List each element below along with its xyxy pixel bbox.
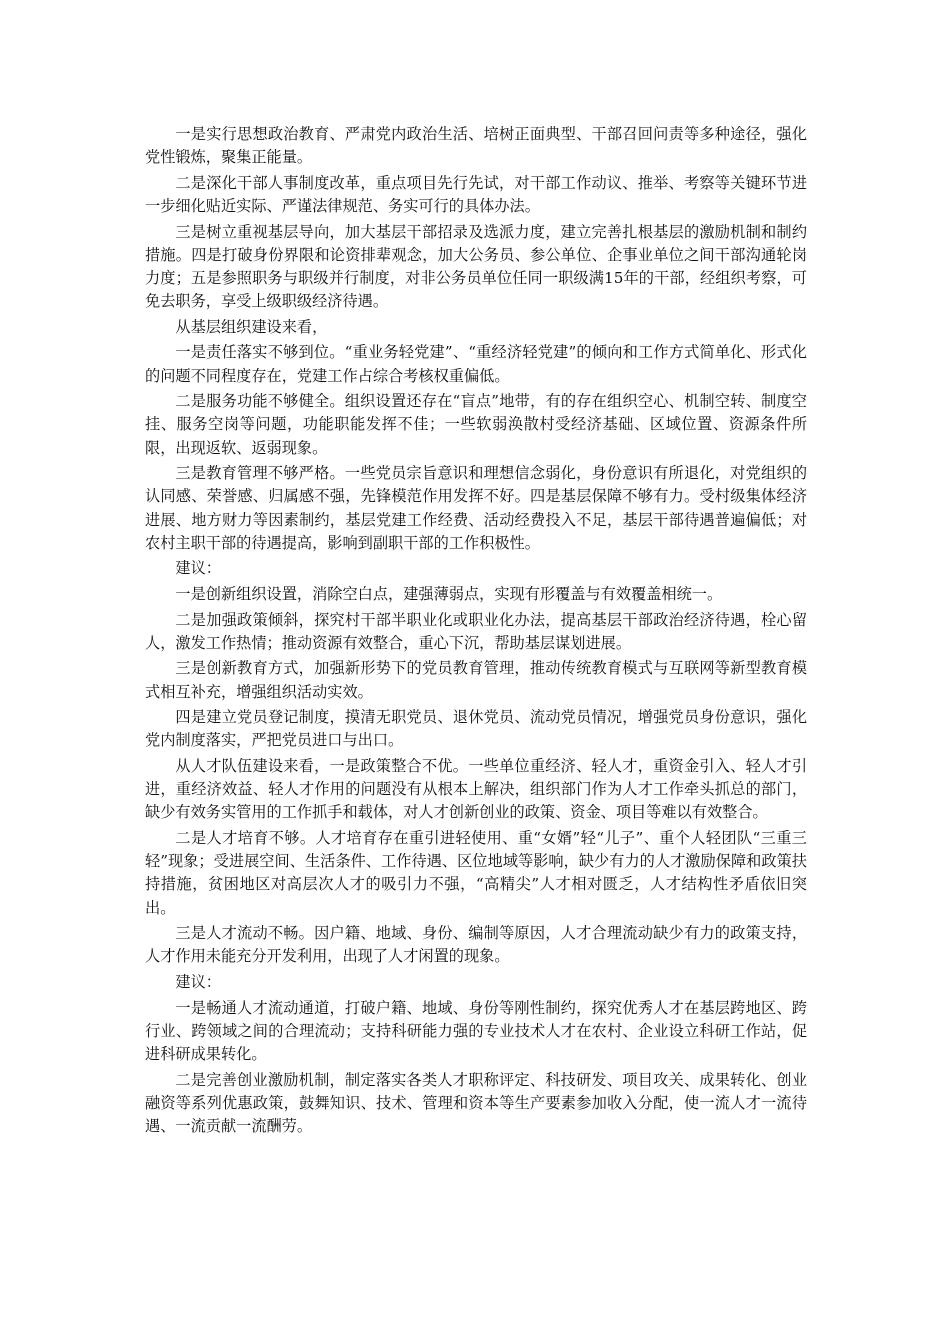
paragraph: 三是创新教育方式，加强新形势下的党员教育管理，推动传统教育模式与互联网等新型教育模式相互补充，增强组织活动实效。 — [145, 659, 807, 701]
suggestion-heading: 建议： — [175, 972, 221, 991]
paragraph: 三是教育管理不够严格。一些党员宗旨意识和理想信念弱化，身份意识有所退化，对党组织的认同感、荣誉感、归属感不强，先锋模范作用发挥不好。四是基层保障不够有力。受村级集体经济进展、地方财力等因素制约，基层党建工作经费、活动经费投入不足，基层干部待遇普遍偏低；对农村主职干部的待遇提高，影响到副职干部的工作积极性。 — [145, 464, 807, 552]
paragraph: 二是完善创业激励机制，制定落实各类人才职称评定、科技研发、项目攻关、成果转化、创业融资等系列优惠政策，鼓舞知识、技术、管理和资本等生产要素参加收入分配，使一流人才一流待遇、一流贡献一流酬劳。 — [145, 1070, 807, 1135]
paragraph: 二是深化干部人事制度改革，重点项目先行先试，对干部工作动议、推举、考察等关键环节进一步细化贴近实际、严谨法律规范、务实可行的具体办法。 — [145, 173, 807, 215]
paragraph: 二是服务功能不够健全。组织设置还存在“盲点”地带，有的存在组织空心、机制空转、制度空挂、服务空岗等问题，功能职能发挥不佳；一些软弱涣散村受经济基础、区域位置、资源条件所限，出现返软、返弱现象。 — [145, 392, 807, 457]
paragraph: 一是实行思想政治教育、严肃党内政治生活、培树正面典型、干部召回问责等多种途径，强化党性锻炼，聚集正能量。 — [145, 125, 807, 167]
document-body — [145, 123, 807, 1141]
section-heading: 从基层组织建设来看， — [175, 317, 328, 336]
paragraph: 一是畅通人才流动通道，打破户籍、地域、身份等刚性制约，探究优秀人才在基层跨地区、跨行业、跨领域之间的合理流动；支持科研能力强的专业技术人才在农村、企业设立科研工作站，促进科研成果转化。 — [145, 998, 807, 1063]
paragraph: 三是树立重视基层导向，加大基层干部招录及选派力度，建立完善扎根基层的激励机制和制约措施。四是打破身份界限和论资排辈观念，加大公务员、参公单位、企事业单位之间干部沟通轮岗力度；五是参照职务与职级并行制度，对非公务员单位任同一职级满15年的干部，经组织考察，可免去职务，享受上级职级经济待遇。 — [145, 222, 807, 311]
paragraph: 一是创新组织设置，消除空白点，建强薄弱点，实现有形覆盖与有效覆盖相统一。 — [175, 584, 723, 603]
paragraph: 二是加强政策倾斜，探究村干部半职业化或职业化办法，提高基层干部政治经济待遇，栓心留人，激发工作热情；推动资源有效整合，重心下沉，帮助基层谋划进展。 — [145, 610, 807, 652]
suggestion-heading: 建议： — [175, 559, 221, 578]
paragraph: 一是责任落实不够到位。“重业务轻党建”、“重经济轻党建”的倾向和工作方式简单化、形式化的问题不同程度存在，党建工作占综合考核权重偏低。 — [145, 343, 807, 385]
paragraph: 二是人才培育不够。人才培育存在重引进轻使用、重“女婿”轻“儿子”、重个人轻团队“三重三轻”现象；受进展空间、生活条件、工作待遇、区位地域等影响，缺少有力的人才激励保障和政策扶持措施，贫困地区对高层次人才的吸引力不强，“高精尖”人才相对匮乏，人才结构性矛盾依旧突出。 — [145, 828, 807, 917]
paragraph: 三是人才流动不畅。因户籍、地域、身份、编制等原因，人才合理流动缺少有力的政策支持，人才作用未能充分开发利用，出现了人才闲置的现象。 — [145, 924, 807, 966]
paragraph: 从人才队伍建设来看，一是政策整合不优。一些单位重经济、轻人才，重资金引入、轻人才引进，重经济效益、轻人才作用的问题没有从根本上解决，组织部门作为人才工作牵头抓总的部门，缺少有效务实管用的工作抓手和载体，对人才创新创业的政策、资金、项目等难以有效整合。 — [145, 756, 807, 822]
paragraph: 四是建立党员登记制度，摸清无职党员、退休党员、流动党员情况，增强党员身份意识，强化党内制度落实，严把党员进口与出口。 — [145, 708, 807, 750]
